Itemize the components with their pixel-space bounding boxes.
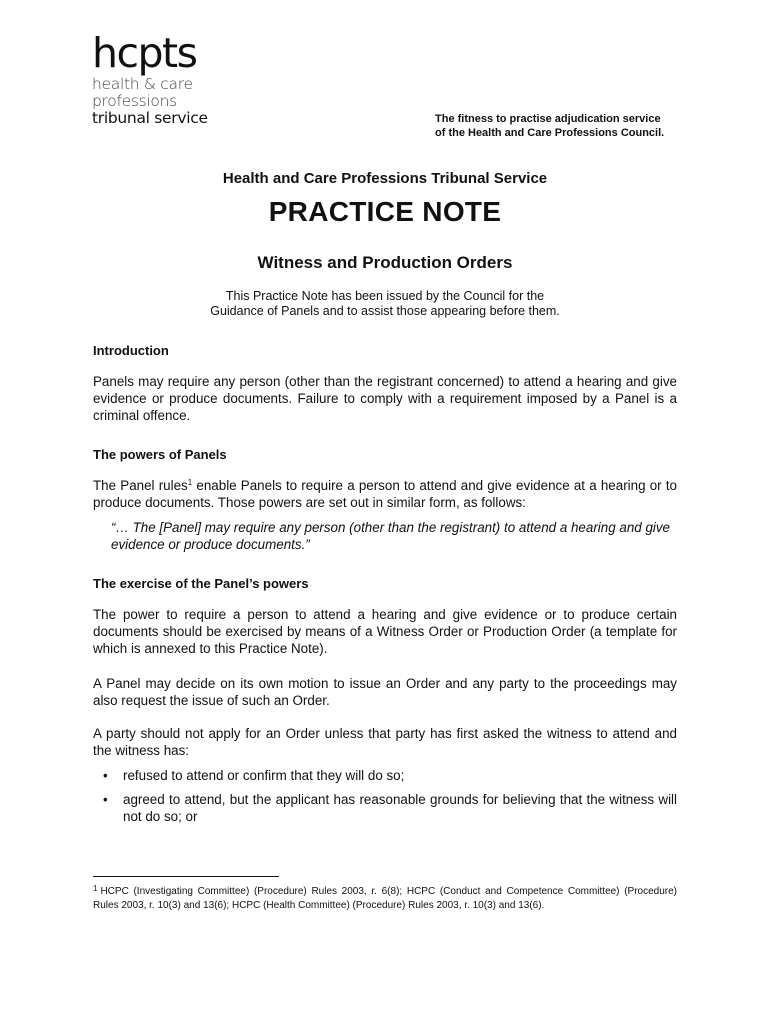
issued-line-1: This Practice Note has been issued by the Council for the bbox=[225, 289, 545, 303]
bullet-icon: • bbox=[103, 792, 108, 807]
logo-line-1: health & care bbox=[92, 75, 193, 93]
bullet-list bbox=[93, 767, 677, 825]
footnote-text: HCPC (Investigating Committee) (Procedure) Rules 2003, r. 6(8); HCPC (Conduct and Competence Committee) (Procedure) Rules 2003, r. 10(3) and 13(6); HCPC (Health Committee) (Procedure) Rules 2003, r. 10(3) and 13(6). bbox=[93, 886, 677, 911]
footnote-reference[interactable]: 1 bbox=[187, 478, 193, 487]
list-item-text: refused to attend or confirm that they will do so; bbox=[123, 768, 405, 783]
exercise-paragraph-3: A party should not apply for an Order unless that party has first asked the witness to attend and the witness has: bbox=[93, 726, 677, 758]
powers-paragraph bbox=[93, 477, 677, 511]
page-subtitle: Witness and Production Orders bbox=[257, 253, 513, 272]
tagline-line-2: of the Health and Care Professions Council. bbox=[435, 127, 665, 139]
introduction-paragraph: Panels may require any person (other than the registrant concerned) to attend a hearing and give evidence or produce documents. Failure to comply with a requirement imposed by a Panel is a criminal offence. bbox=[93, 374, 677, 423]
issued-line-2: Guidance of Panels and to assist those appearing before them. bbox=[210, 304, 560, 318]
bullet-icon: • bbox=[103, 768, 108, 783]
organisation-title: Health and Care Professions Tribunal Service bbox=[222, 170, 548, 187]
tagline-line-1: The fitness to practise adjudication service bbox=[435, 113, 661, 125]
logo-line-3: tribunal service bbox=[92, 109, 208, 127]
exercise-paragraph-2: A Panel may decide on its own motion to issue an Order and any party to the proceedings may also request the issue of such an Order. bbox=[93, 676, 677, 708]
footnote-divider bbox=[93, 876, 279, 877]
list-item-text: agreed to attend, but the applicant has reasonable grounds for believing that the witness will not do so; or bbox=[123, 792, 677, 824]
footnote bbox=[93, 882, 677, 913]
footnote-number: 1 bbox=[93, 884, 98, 893]
list-item bbox=[93, 791, 677, 825]
rule-quotation: “… The [Panel] may require any person (other than the registrant) to attend a hearing and give evidence or produce documents.” bbox=[111, 520, 671, 552]
powers-heading: The powers of Panels bbox=[93, 447, 227, 462]
tagline bbox=[435, 112, 664, 140]
hcpts-logo bbox=[92, 30, 208, 127]
exercise-paragraph-1: The power to require a person to attend a hearing and give evidence or to produce certain documents should be exercised by means of a Witness Order or Production Order (a template for which is annexed to this Practice Note). bbox=[93, 607, 677, 656]
powers-paragraph-start: The Panel rules bbox=[93, 478, 188, 493]
page-title: PRACTICE NOTE bbox=[268, 196, 502, 227]
issued-statement bbox=[0, 289, 770, 319]
powers-paragraph-rest: enable Panels to require a person to attend and give evidence at a hearing or to produce documents. Those powers are set out in similar form, as follows: bbox=[93, 478, 677, 510]
introduction-heading: Introduction bbox=[93, 343, 169, 358]
logo-line-2: professions bbox=[92, 92, 177, 110]
list-item bbox=[93, 767, 677, 784]
logo-wordmark: hcpts bbox=[92, 29, 197, 77]
exercise-heading: The exercise of the Panel’s powers bbox=[93, 576, 309, 591]
